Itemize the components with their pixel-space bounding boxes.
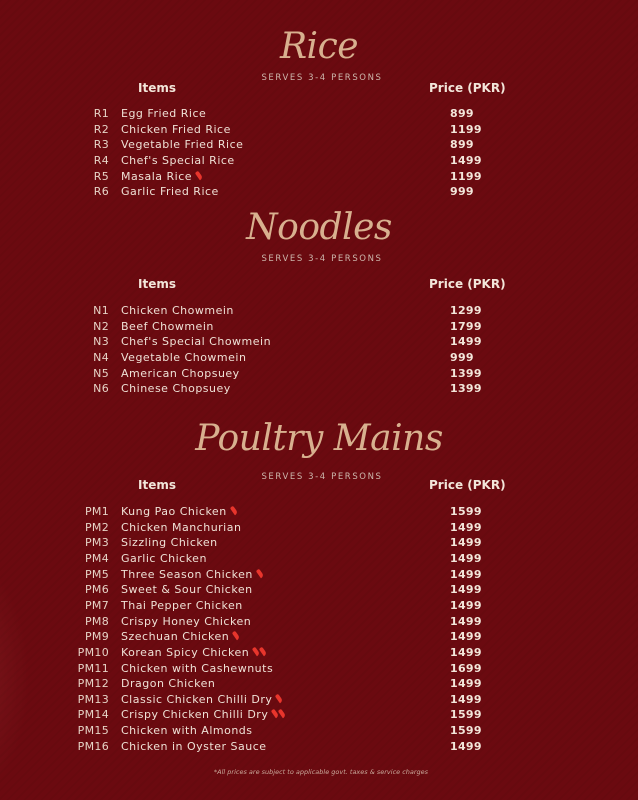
- serves-note: SERVES 3-4 PERSONS: [261, 472, 383, 482]
- item-code: N2: [93, 319, 109, 333]
- menu-item-row: [0, 693, 638, 709]
- item-name: [121, 505, 236, 518]
- item-name: [121, 382, 231, 395]
- item-name: [121, 599, 243, 612]
- item-name-text: Garlic Chicken: [121, 551, 207, 565]
- item-price: 999: [450, 350, 474, 364]
- items-header: Items: [138, 478, 176, 492]
- item-code: PM15: [77, 724, 109, 738]
- item-code: PM10: [77, 645, 109, 659]
- item-name-text: Chicken Chowmein: [121, 304, 234, 317]
- item-name-text: Vegetable Chowmein: [121, 350, 247, 364]
- items-header: Items: [138, 81, 176, 95]
- items-header: Items: [138, 277, 176, 291]
- menu-item-row: [0, 170, 638, 186]
- item-price: 1599: [450, 505, 482, 518]
- item-price: 1599: [450, 708, 482, 722]
- item-name-text: Chicken with Cashewnuts: [121, 661, 274, 675]
- item-name-text: Chef's Special Chowmein: [121, 335, 272, 349]
- item-price: 1299: [450, 304, 482, 317]
- menu-item-row: [0, 568, 638, 584]
- item-name: [121, 536, 218, 549]
- item-price: 999: [450, 185, 474, 199]
- price-header: Price (PKR): [429, 277, 506, 291]
- item-price: 1499: [450, 551, 482, 565]
- item-name-text: Sizzling Chicken: [121, 536, 218, 550]
- section-title: Rice: [279, 26, 359, 67]
- item-name-text: Crispy Chicken Chilli Dry: [121, 708, 269, 722]
- item-name: [121, 138, 243, 151]
- item-name-text: Beef Chowmein: [121, 319, 214, 333]
- item-name-text: Vegetable Fried Rice: [121, 138, 244, 152]
- chili-icon: [259, 647, 267, 657]
- item-price: 899: [450, 138, 474, 152]
- item-name-text: Korean Spicy Chicken: [121, 645, 250, 659]
- item-price: 1499: [450, 520, 482, 534]
- item-code: PM9: [84, 630, 109, 644]
- item-name-text: Egg Fried Rice: [121, 107, 207, 120]
- item-price: 1399: [450, 382, 482, 396]
- chili-icon: [229, 506, 237, 516]
- item-code: PM13: [77, 692, 109, 706]
- item-code: R6: [93, 185, 109, 199]
- chili-icon: [278, 709, 286, 719]
- item-code: R4: [93, 153, 109, 167]
- section-title: Noodles: [246, 207, 392, 248]
- item-code: N4: [93, 350, 109, 364]
- item-price: 1499: [450, 614, 482, 628]
- item-name-text: Szechuan Chicken: [121, 630, 230, 644]
- item-name-text: Chef's Special Rice: [121, 153, 235, 167]
- item-name: [121, 646, 265, 659]
- item-price: 1499: [450, 536, 482, 550]
- item-code: PM16: [77, 739, 109, 753]
- item-price: 1499: [450, 739, 482, 753]
- item-price: 1499: [450, 598, 482, 612]
- menu-item-row: [0, 740, 638, 756]
- item-name: [121, 662, 273, 675]
- item-code: N6: [93, 382, 109, 396]
- menu-item-row: [0, 154, 638, 170]
- chili-icon: [256, 568, 264, 578]
- item-price: 1499: [450, 645, 482, 659]
- item-name: [121, 123, 231, 136]
- item-price: 1499: [450, 692, 482, 706]
- section-title: Poultry Mains: [195, 418, 443, 459]
- menu-item-row: [0, 123, 638, 139]
- item-price: 1499: [450, 630, 482, 644]
- item-code: R5: [93, 169, 109, 183]
- item-name-text: Chicken in Oyster Sauce: [121, 739, 267, 753]
- menu-item-row: [0, 505, 638, 521]
- menu-item-row: [0, 335, 638, 351]
- item-price: 1799: [450, 319, 482, 333]
- item-name-text: Chicken Fried Rice: [121, 122, 231, 136]
- menu-item-row: [0, 708, 638, 724]
- item-name: [121, 677, 215, 690]
- item-name: [121, 740, 267, 753]
- menu-item-row: [0, 304, 638, 320]
- item-name: [121, 107, 206, 120]
- item-code: PM6: [84, 583, 109, 597]
- menu-item-row: [0, 599, 638, 615]
- item-name-text: Crispy Honey Chicken: [121, 614, 252, 628]
- menu-item-row: [0, 367, 638, 383]
- serves-note: SERVES 3-4 PERSONS: [261, 254, 383, 264]
- item-code: PM4: [84, 551, 109, 565]
- serves-note: SERVES 3-4 PERSONS: [261, 73, 383, 83]
- item-price: 1399: [450, 366, 482, 380]
- menu-item-row: [0, 536, 638, 552]
- item-name: [121, 724, 253, 737]
- item-name-text: Chicken with Almonds: [121, 724, 253, 738]
- item-name: [121, 568, 262, 581]
- item-code: PM14: [77, 708, 109, 722]
- item-price: 1499: [450, 583, 482, 597]
- menu-item-row: [0, 583, 638, 599]
- chili-icon: [275, 693, 283, 703]
- item-name-text: Garlic Fried Rice: [121, 185, 219, 199]
- item-price: 1499: [450, 153, 482, 167]
- item-code: PM5: [84, 567, 109, 581]
- item-price: 1499: [450, 677, 482, 691]
- menu-item-row: [0, 630, 638, 646]
- item-name: [121, 154, 235, 167]
- item-name: [121, 185, 219, 198]
- item-code: N3: [93, 335, 109, 349]
- menu-item-row: [0, 107, 638, 123]
- chili-icon: [195, 170, 203, 180]
- item-name: [121, 630, 238, 643]
- item-name: [121, 521, 241, 534]
- menu-item-row: [0, 677, 638, 693]
- item-price: 1699: [450, 661, 482, 675]
- item-name-text: Masala Rice: [121, 169, 193, 183]
- item-name: [121, 335, 271, 348]
- item-price: 1499: [450, 567, 482, 581]
- menu-item-row: [0, 662, 638, 678]
- item-code: PM1: [84, 505, 109, 518]
- item-name: [121, 693, 281, 706]
- menu-item-row: [0, 646, 638, 662]
- price-footnote: *All prices are subject to applicable govt. taxes & service charges: [213, 768, 429, 776]
- item-price: 1199: [450, 122, 482, 136]
- item-code: PM2: [84, 520, 109, 534]
- item-code: R1: [93, 107, 109, 120]
- item-name: [121, 170, 201, 183]
- item-name: [121, 351, 246, 364]
- item-name: [121, 708, 284, 721]
- item-name: [121, 552, 207, 565]
- price-header: Price (PKR): [429, 81, 506, 95]
- item-name-text: Three Season Chicken: [121, 567, 253, 581]
- menu-item-row: [0, 552, 638, 568]
- menu-item-row: [0, 185, 638, 201]
- menu-item-row: [0, 320, 638, 336]
- item-name: [121, 367, 240, 380]
- item-name-text: Chicken Manchurian: [121, 520, 242, 534]
- menu-item-row: [0, 382, 638, 398]
- item-code: N1: [93, 304, 109, 317]
- item-code: N5: [93, 366, 109, 380]
- item-price: 1199: [450, 169, 482, 183]
- item-code: R3: [93, 138, 109, 152]
- chili-icon: [232, 631, 240, 641]
- item-name-text: Kung Pao Chicken: [121, 505, 227, 518]
- item-price: 1499: [450, 335, 482, 349]
- item-name: [121, 320, 214, 333]
- item-name-text: American Chopsuey: [121, 366, 240, 380]
- item-name: [121, 304, 234, 317]
- item-code: R2: [93, 122, 109, 136]
- item-name-text: Chinese Chopsuey: [121, 382, 231, 396]
- item-code: PM7: [84, 598, 109, 612]
- item-code: PM12: [77, 677, 109, 691]
- item-name-text: Dragon Chicken: [121, 677, 216, 691]
- menu-item-row: [0, 351, 638, 367]
- item-name-text: Thai Pepper Chicken: [121, 598, 243, 612]
- item-code: PM8: [84, 614, 109, 628]
- item-code: PM11: [77, 661, 109, 675]
- price-header: Price (PKR): [429, 478, 506, 492]
- item-name: [121, 615, 251, 628]
- menu-item-row: [0, 521, 638, 537]
- menu-item-row: [0, 724, 638, 740]
- menu-item-row: [0, 615, 638, 631]
- item-name-text: Classic Chicken Chilli Dry: [121, 692, 273, 706]
- menu-item-row: [0, 138, 638, 154]
- item-name: [121, 583, 253, 596]
- item-price: 899: [450, 107, 474, 120]
- item-name-text: Sweet & Sour Chicken: [121, 583, 253, 597]
- item-price: 1599: [450, 724, 482, 738]
- item-code: PM3: [84, 536, 109, 550]
